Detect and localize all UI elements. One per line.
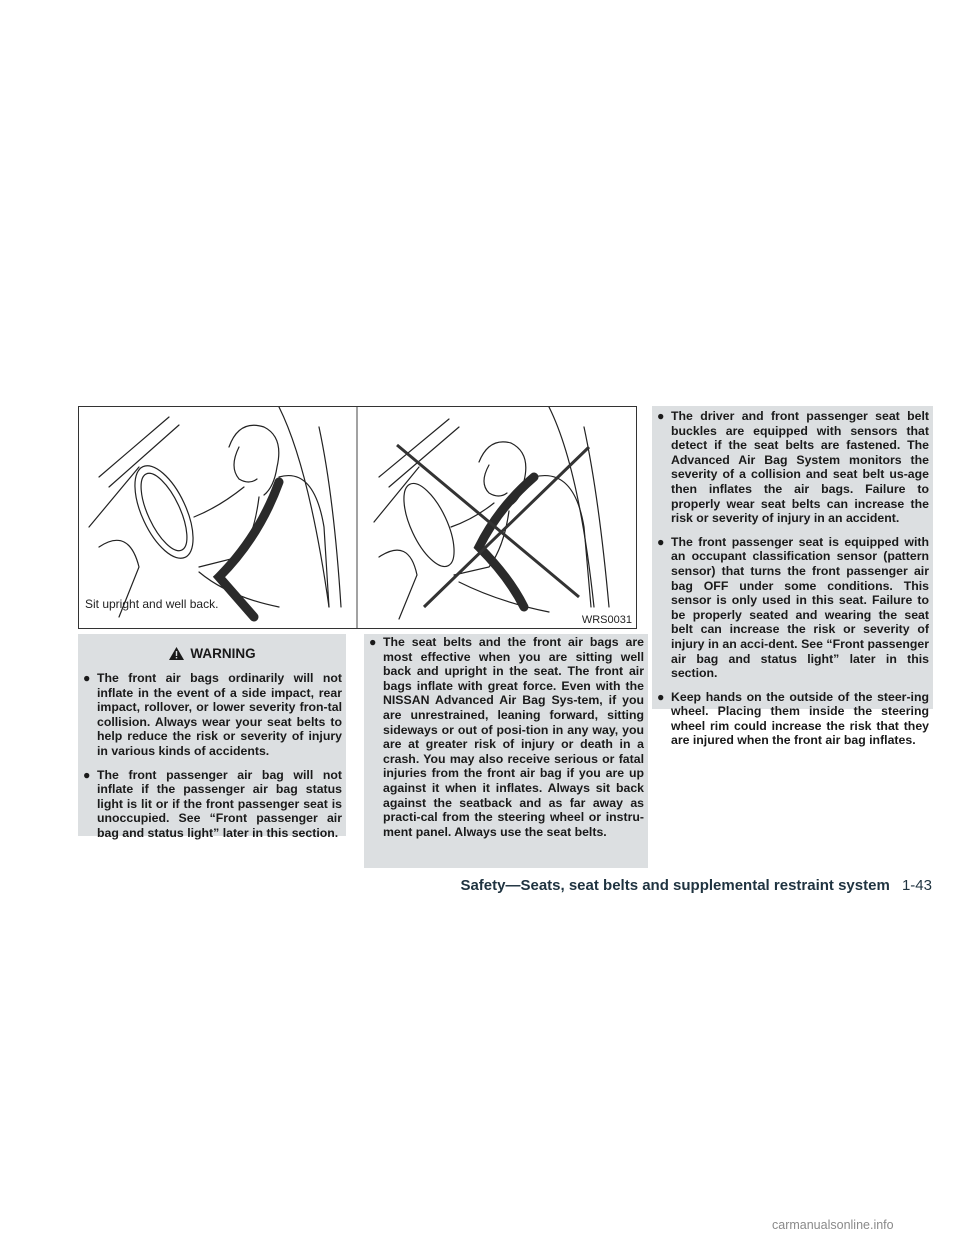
warning-bullet	[652, 690, 933, 748]
bullet-icon: ●	[83, 767, 91, 782]
section-title: Safety—Seats, seat belts and supplemental restraint system	[460, 877, 890, 894]
warning-column-3	[652, 406, 933, 748]
bullet-text: The front passenger air bag will not inflate if the passenger air bag status light is lit or if the front passenger seat is unoccupied. See “Front passenger air bag and status light” later in this section.	[97, 767, 342, 840]
warning-column-2	[364, 634, 648, 868]
page-number: 1-43	[901, 877, 932, 894]
bullet-icon: ●	[83, 671, 91, 685]
warning-bullet	[652, 409, 933, 526]
bullet-icon: ●	[657, 689, 665, 704]
bullet-text: The front air bags ordinarily will not inflate in the event of a side impact, rear impact, rollover, or lower severity fron-tal collision. Always wear your seat belts to help reduce the risk or severity of injury in various kinds of accidents.	[97, 671, 342, 758]
watermark: carmanualsonline.info	[772, 1218, 894, 1232]
warning-triangle-icon	[168, 646, 185, 661]
warning-heading	[78, 634, 346, 664]
seating-illustration	[79, 407, 637, 629]
bullet-text: The front passenger seat is equipped with an occupant classification sensor (pattern sensor) that turns the front passenger air bag OFF under some conditions. This sensor is only used in this seat. Failure to be properly seated and wearing the seat belt can increase the risk or severity of injury in an acci-dent. See “Front passenger air bag and status light” later in this section.	[671, 534, 929, 681]
bullet-text: Keep hands on the outside of the steer-ing wheel. Placing them inside the steering wheel rim could increase the risk that they are injured when the front air bag inflates.	[671, 689, 929, 748]
figure-caption: Sit upright and well back.	[85, 597, 219, 611]
bullet-icon: ●	[657, 409, 665, 423]
bullet-icon: ●	[657, 534, 665, 549]
bullet-icon: ●	[369, 635, 377, 649]
warning-heading-text: WARNING	[190, 645, 256, 661]
warning-bullet	[652, 535, 933, 681]
bullet-text: The driver and front passenger seat belt buckles are equipped with sensors that detect if the seat belts are fastened. The Advanced Air Bag System monitors the severity of a collision and seat belt us-age then inflates the air bags. Failure to properly wear seat belts can increase the risk or severity of injury in an accident.	[671, 409, 929, 526]
bullet-text: The seat belts and the front air bags are most effective when you are sitting well back and upright in the seat. The front air bags inflate with great force. Even with the NISSAN Advanced Air Bag Sys-tem, if you are unrestrained, leaning forward, sitting sideways or out of posi-tion in any way, you are at greater risk of injury or death in a crash. You may also receive serious or fatal injuries from the front air bag if you are up against it when it inflates. Always sit back against the seatback and as far away as practi-cal from the steering wheel or instru-ment panel. Always use the seat belts.	[383, 635, 644, 839]
illustration-figure	[78, 406, 637, 629]
page-footer	[452, 877, 932, 894]
warning-bullet	[78, 768, 346, 841]
warning-column-1	[78, 634, 346, 840]
figure-code: WRS0031	[581, 614, 632, 626]
warning-bullet	[364, 635, 648, 839]
warning-bullet	[78, 671, 346, 759]
